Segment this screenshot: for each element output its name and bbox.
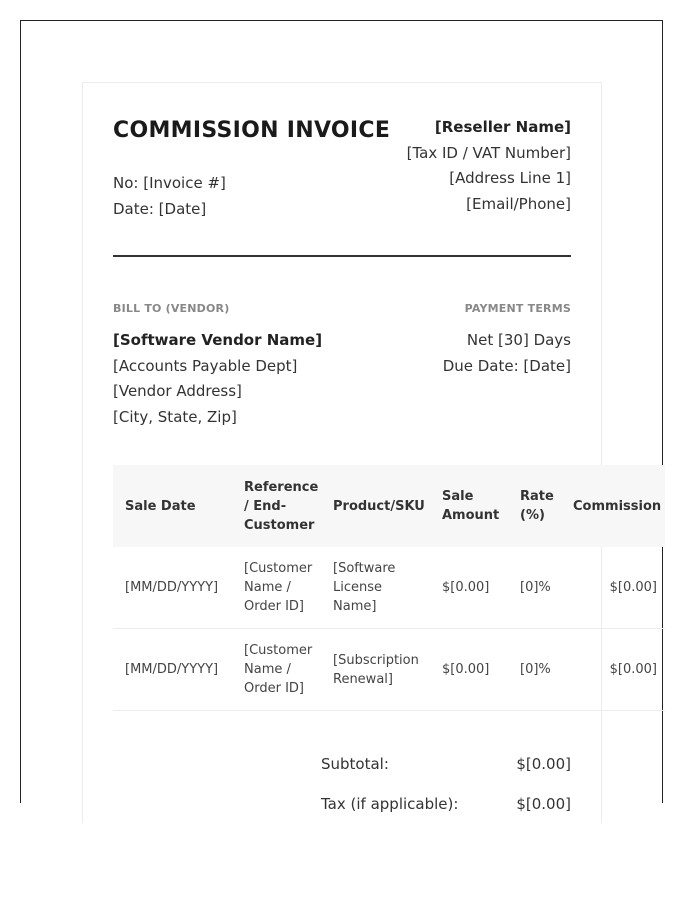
tax-value: $[0.00]	[516, 795, 571, 813]
column-header-sale-amount: Sale Amount	[430, 465, 508, 547]
reseller-address: [Address Line 1]	[449, 169, 571, 187]
reseller-contact: [Email/Phone]	[466, 194, 571, 213]
payment-terms-label: PAYMENT TERMS	[464, 302, 571, 315]
bill-to-label: BILL TO (VENDOR)	[113, 302, 230, 315]
commission-table	[113, 465, 665, 711]
vendor-city-state-zip: [City, State, Zip]	[113, 408, 237, 427]
reseller-block	[407, 115, 571, 217]
cell-rate: [0]%	[508, 547, 561, 629]
reseller-name: [Reseller Name]	[434, 118, 571, 136]
cell-product: [Software License Name]	[321, 547, 430, 629]
invoice-page	[82, 82, 662, 823]
subtotal-label: Subtotal:	[321, 755, 389, 773]
column-header-rate: Rate (%)	[508, 465, 561, 547]
payment-terms-block	[443, 302, 571, 379]
column-header-commission: Commission	[561, 465, 665, 547]
cell-product: [Subscription Renewal]	[321, 629, 430, 711]
reseller-tax-id: [Tax ID / VAT Number]	[406, 143, 571, 162]
invoice-title: COMMISSION INVOICE	[113, 118, 391, 143]
vendor-address: [Vendor Address]	[113, 382, 242, 401]
vendor-department: [Accounts Payable Dept]	[113, 356, 298, 375]
payment-terms-value: Net [30] Days	[466, 331, 571, 349]
tax-row	[321, 790, 571, 830]
cell-reference: [Customer Name / Order ID]	[232, 547, 321, 629]
table-row	[113, 629, 665, 711]
cell-sale-amount: $[0.00]	[430, 547, 508, 629]
subtotal-row	[321, 750, 571, 790]
vendor-name: [Software Vendor Name]	[113, 331, 323, 349]
cell-sale-date: [MM/DD/YYYY]	[113, 547, 232, 629]
column-header-reference: Reference / End-Customer	[232, 465, 321, 547]
cell-sale-date: [MM/DD/YYYY]	[113, 629, 232, 711]
payment-due-date: Due Date: [Date]	[442, 356, 571, 375]
subtotal-value: $[0.00]	[516, 755, 571, 773]
table-row	[113, 547, 665, 629]
column-header-sale-date: Sale Date	[113, 465, 232, 547]
invoice-number: No: [Invoice #]	[113, 174, 226, 192]
cell-sale-amount: $[0.00]	[430, 629, 508, 711]
tax-label: Tax (if applicable):	[321, 795, 459, 813]
document-viewport	[20, 20, 663, 813]
bill-to-block	[113, 302, 322, 431]
column-header-product: Product/SKU	[321, 465, 430, 547]
cell-commission: $[0.00]	[561, 547, 665, 629]
invoice-date: Date: [Date]	[113, 200, 207, 218]
totals-block	[321, 750, 571, 830]
cell-commission: $[0.00]	[561, 629, 665, 711]
header-divider	[113, 255, 571, 257]
cell-rate: [0]%	[508, 629, 561, 711]
invoice-meta	[113, 170, 226, 222]
cell-reference: [Customer Name / Order ID]	[232, 629, 321, 711]
table-header-row	[113, 465, 665, 547]
